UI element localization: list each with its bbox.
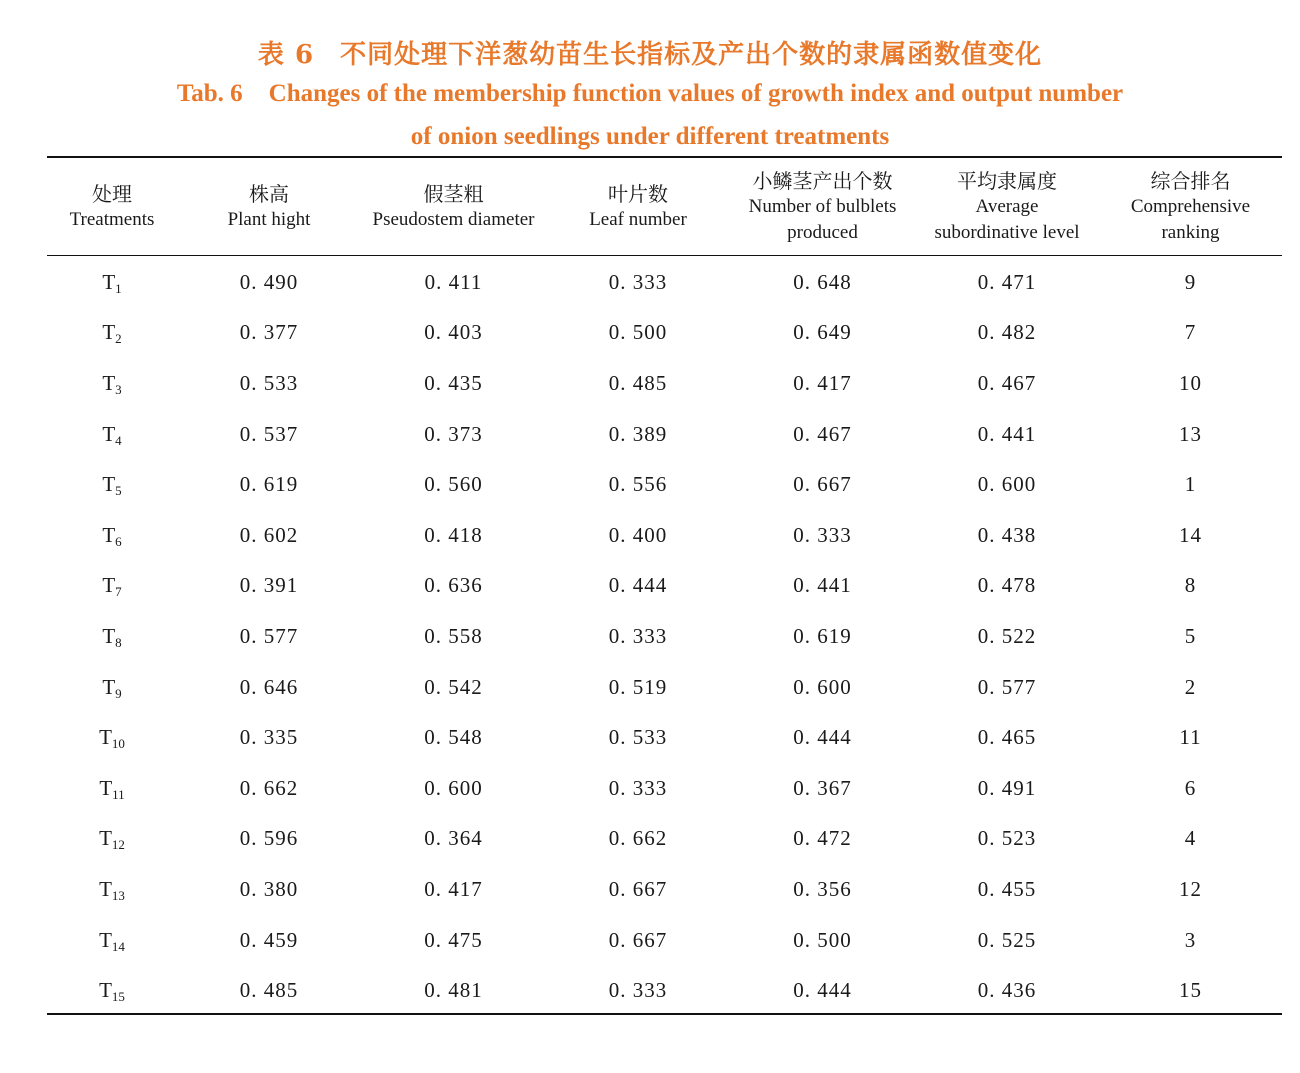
average-subordinative-level-cell: 0. 491 (977, 775, 1037, 800)
leaf-number-cell: 0. 444 (608, 573, 668, 598)
header-treatments (47, 158, 177, 255)
column-header-zh: 株高 (249, 181, 289, 206)
average-subordinative-level-cell: 0. 471 (977, 269, 1037, 294)
column-header-en: subordinative level (934, 221, 1080, 243)
plant-height-cell: 0. 602 (239, 522, 299, 547)
treatment-cell (47, 510, 177, 561)
column-header-en: Average (975, 195, 1039, 217)
column-header-zh: 叶片数 (608, 181, 668, 206)
leaf-number-cell: 0. 333 (608, 623, 668, 648)
plant-height-cell: 0. 619 (239, 472, 299, 497)
pseudostem-diameter-cell: 0. 435 (424, 370, 483, 395)
treatment-base: T (99, 927, 112, 952)
table-row (47, 459, 1282, 510)
treatment-subscript: 6 (115, 533, 122, 549)
table-row (47, 561, 1282, 612)
table-title-en-line1: Changes of the membership function values of growth index and output number (268, 80, 1124, 107)
header-pseudostem-diameter (361, 158, 546, 255)
comprehensive-ranking-cell: 14 (1179, 522, 1202, 547)
treatment-base: T (102, 573, 116, 598)
comprehensive-ranking-cell: 1 (1184, 472, 1197, 497)
table-row (47, 611, 1282, 662)
comprehensive-ranking-cell: 7 (1184, 320, 1197, 345)
plant-height-cell: 0. 459 (239, 927, 299, 952)
plant-height-cell: 0. 391 (239, 573, 299, 598)
treatment-cell (47, 965, 177, 1016)
treatment-subscript: 3 (115, 381, 122, 397)
pseudostem-diameter-cell: 0. 636 (424, 573, 483, 598)
bulblets-produced-cell: 0. 619 (793, 623, 852, 648)
treatment-base: T (99, 725, 112, 750)
leaf-number-cell: 0. 662 (608, 826, 668, 851)
treatment-subscript: 8 (115, 634, 122, 650)
treatment-cell (47, 763, 177, 814)
column-header-en: Pseudostem diameter (372, 208, 535, 230)
bulblets-produced-cell: 0. 417 (793, 370, 852, 395)
plant-height-cell: 0. 662 (239, 775, 299, 800)
average-subordinative-level-cell: 0. 436 (977, 978, 1037, 1003)
comprehensive-ranking-cell: 8 (1184, 573, 1197, 598)
bulblets-produced-cell: 0. 649 (793, 320, 852, 345)
average-subordinative-level-cell: 0. 465 (977, 725, 1037, 750)
table-title-zh: 不同处理下洋葱幼苗生长指标及产出个数的隶属函数值变化 (340, 40, 1043, 70)
table-row (47, 965, 1282, 1016)
table-row (47, 358, 1282, 409)
plant-height-cell: 0. 537 (239, 421, 299, 446)
treatment-base: T (102, 269, 116, 294)
plant-height-cell: 0. 533 (239, 370, 299, 395)
plant-height-cell: 0. 646 (239, 674, 299, 699)
treatment-base: T (102, 421, 116, 446)
table-label-en: Tab. 6 (176, 80, 243, 107)
treatment-subscript: 9 (115, 685, 122, 701)
leaf-number-cell: 0. 667 (608, 876, 668, 901)
treatment-base: T (102, 370, 116, 395)
table-row (47, 763, 1282, 814)
header-plant-height (177, 158, 361, 255)
column-header-en: ranking (1161, 221, 1220, 243)
bulblets-produced-cell: 0. 648 (793, 269, 852, 294)
treatment-base: T (102, 472, 116, 497)
treatment-cell (47, 915, 177, 966)
table-title-en-line2: of onion seedlings under different treatments (410, 123, 890, 150)
treatment-subscript: 12 (111, 837, 125, 853)
average-subordinative-level-cell: 0. 482 (977, 320, 1037, 345)
leaf-number-cell: 0. 500 (608, 320, 668, 345)
header-comprehensive-ranking (1099, 158, 1282, 255)
leaf-number-cell: 0. 556 (608, 472, 668, 497)
pseudostem-diameter-cell: 0. 475 (424, 927, 483, 952)
treatment-base: T (102, 623, 116, 648)
treatment-cell (47, 864, 177, 915)
average-subordinative-level-cell: 0. 478 (977, 573, 1037, 598)
table-row (47, 712, 1282, 763)
plant-height-cell: 0. 377 (239, 320, 299, 345)
bulblets-produced-cell: 0. 467 (793, 421, 852, 446)
treatment-cell (47, 712, 177, 763)
column-header-en: Plant hight (227, 208, 311, 230)
plant-height-cell: 0. 335 (239, 725, 299, 750)
table-body (47, 255, 1282, 1016)
table-row (47, 255, 1282, 308)
treatment-base: T (102, 320, 116, 345)
treatment-base: T (99, 826, 112, 851)
bulblets-produced-cell: 0. 444 (793, 725, 852, 750)
bulblets-produced-cell: 0. 472 (793, 826, 852, 851)
column-header-zh: 小鳞茎产出个数 (752, 168, 893, 193)
treatment-cell (47, 611, 177, 662)
treatment-base: T (102, 522, 116, 547)
pseudostem-diameter-cell: 0. 403 (424, 320, 483, 345)
pseudostem-diameter-cell: 0. 364 (424, 826, 483, 851)
plant-height-cell: 0. 596 (239, 826, 299, 851)
pseudostem-diameter-cell: 0. 542 (424, 674, 483, 699)
leaf-number-cell: 0. 333 (608, 269, 668, 294)
leaf-number-cell: 0. 667 (608, 927, 668, 952)
treatment-subscript: 14 (111, 938, 125, 954)
table-caption-zh (0, 34, 1300, 71)
membership-table (47, 158, 1282, 1016)
pseudostem-diameter-cell: 0. 548 (424, 725, 483, 750)
bulblets-produced-cell: 0. 333 (793, 522, 852, 547)
average-subordinative-level-cell: 0. 455 (977, 876, 1037, 901)
column-header-en: Comprehensive (1130, 195, 1251, 217)
leaf-number-cell: 0. 333 (608, 978, 668, 1003)
average-subordinative-level-cell: 0. 522 (977, 623, 1037, 648)
comprehensive-ranking-cell: 9 (1184, 269, 1197, 294)
table-row (47, 915, 1282, 966)
column-header-zh: 综合排名 (1150, 168, 1231, 193)
table-row (47, 814, 1282, 865)
average-subordinative-level-cell: 0. 467 (977, 370, 1037, 395)
column-header-en: Number of bulblets (748, 195, 897, 217)
average-subordinative-level-cell: 0. 438 (977, 522, 1037, 547)
treatment-base: T (99, 978, 112, 1003)
plant-height-cell: 0. 490 (239, 269, 299, 294)
treatment-subscript: 13 (111, 887, 125, 903)
treatment-subscript: 5 (115, 483, 122, 499)
table-row (47, 308, 1282, 359)
pseudostem-diameter-cell: 0. 600 (424, 775, 483, 800)
treatment-base: T (99, 876, 112, 901)
comprehensive-ranking-cell: 4 (1184, 826, 1197, 851)
bulblets-produced-cell: 0. 444 (793, 978, 852, 1003)
pseudostem-diameter-cell: 0. 481 (424, 978, 483, 1003)
treatment-subscript: 10 (111, 736, 125, 752)
table-label-zh: 表 6 (257, 40, 315, 70)
bulblets-produced-cell: 0. 667 (793, 472, 852, 497)
treatment-cell (47, 308, 177, 359)
comprehensive-ranking-cell: 6 (1184, 775, 1197, 800)
comprehensive-ranking-cell: 11 (1179, 725, 1202, 750)
pseudostem-diameter-cell: 0. 411 (424, 269, 483, 294)
plant-height-cell: 0. 577 (239, 623, 299, 648)
average-subordinative-level-cell: 0. 441 (977, 421, 1037, 446)
comprehensive-ranking-cell: 10 (1179, 370, 1202, 395)
treatment-cell (47, 662, 177, 713)
treatment-cell (47, 814, 177, 865)
table-row (47, 662, 1282, 713)
leaf-number-cell: 0. 533 (608, 725, 668, 750)
column-header-en: produced (787, 221, 858, 243)
treatment-cell (47, 358, 177, 409)
pseudostem-diameter-cell: 0. 417 (424, 876, 483, 901)
pseudostem-diameter-cell: 0. 373 (424, 421, 483, 446)
plant-height-cell: 0. 485 (239, 978, 299, 1003)
treatment-cell (47, 561, 177, 612)
bulblets-produced-cell: 0. 600 (793, 674, 852, 699)
header-leaf-number (546, 158, 730, 255)
leaf-number-cell: 0. 485 (608, 370, 668, 395)
table-header-row (47, 158, 1282, 255)
column-header-en: Treatments (69, 208, 155, 230)
pseudostem-diameter-cell: 0. 418 (424, 522, 483, 547)
leaf-number-cell: 0. 400 (608, 522, 668, 547)
treatment-subscript: 11 (112, 786, 125, 802)
header-average-subordinative-level (915, 158, 1099, 255)
table-row (47, 409, 1282, 460)
treatment-subscript: 1 (115, 280, 122, 296)
bulblets-produced-cell: 0. 500 (793, 927, 852, 952)
treatment-subscript: 15 (111, 989, 125, 1005)
treatment-subscript: 2 (115, 331, 122, 347)
column-header-en: Leaf number (589, 208, 687, 230)
treatment-cell (47, 459, 177, 510)
bulblets-produced-cell: 0. 367 (793, 775, 852, 800)
plant-height-cell: 0. 380 (239, 876, 299, 901)
treatment-base: T (99, 775, 113, 800)
leaf-number-cell: 0. 333 (608, 775, 668, 800)
treatment-subscript: 7 (115, 584, 122, 600)
comprehensive-ranking-cell: 3 (1184, 927, 1197, 952)
treatment-base: T (102, 674, 116, 699)
treatment-cell (47, 409, 177, 460)
comprehensive-ranking-cell: 5 (1184, 623, 1197, 648)
table-row (47, 864, 1282, 915)
pseudostem-diameter-cell: 0. 558 (424, 623, 483, 648)
bulblets-produced-cell: 0. 356 (793, 876, 852, 901)
average-subordinative-level-cell: 0. 525 (977, 927, 1037, 952)
header-bulblets-produced (730, 158, 915, 255)
treatment-cell (47, 255, 177, 308)
table-row (47, 510, 1282, 561)
column-header-zh: 处理 (92, 181, 132, 206)
comprehensive-ranking-cell: 2 (1184, 674, 1197, 699)
comprehensive-ranking-cell: 12 (1179, 876, 1202, 901)
comprehensive-ranking-cell: 15 (1179, 978, 1202, 1003)
column-header-zh: 假茎粗 (423, 181, 484, 206)
average-subordinative-level-cell: 0. 523 (977, 826, 1037, 851)
column-header-zh: 平均隶属度 (957, 168, 1057, 193)
leaf-number-cell: 0. 519 (608, 674, 668, 699)
pseudostem-diameter-cell: 0. 560 (424, 472, 483, 497)
treatment-subscript: 4 (115, 432, 122, 448)
table-caption-en (0, 80, 1300, 108)
comprehensive-ranking-cell: 13 (1179, 421, 1202, 446)
leaf-number-cell: 0. 389 (608, 421, 668, 446)
average-subordinative-level-cell: 0. 577 (977, 674, 1037, 699)
bulblets-produced-cell: 0. 441 (793, 573, 852, 598)
average-subordinative-level-cell: 0. 600 (977, 472, 1037, 497)
